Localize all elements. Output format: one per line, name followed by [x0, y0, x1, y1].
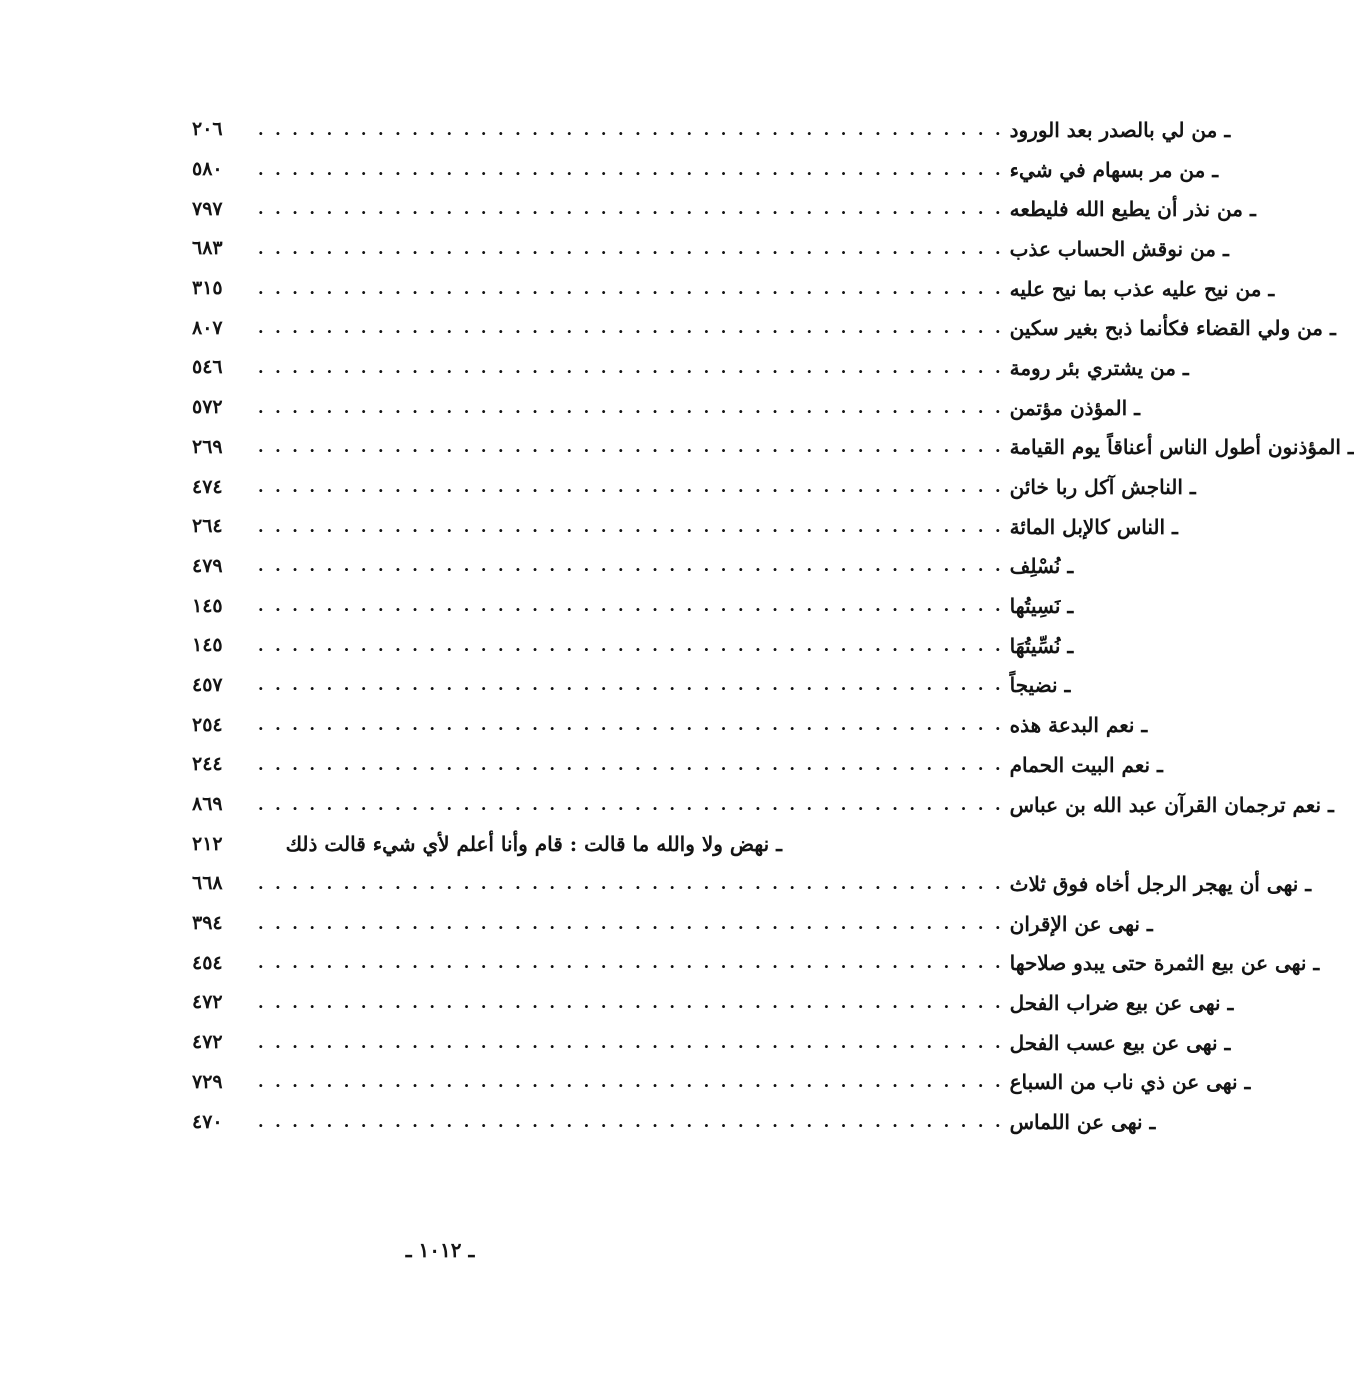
footer-page-number: ـ ١٠١٢ ـ: [405, 1238, 475, 1262]
dot-leader: . . . . . . . . . . . . . . . . . . . . . . . . . . . . . . . . . . . . . . . . . . . .: [258, 477, 1004, 497]
dot-leader: . . . . . . . . . . . . . . . . . . . . . . . . . . . . . . . . . . . . . . . . . . . .: [258, 159, 1004, 179]
entry-text: ـ نَسِيتُها: [1009, 594, 1074, 619]
index-entry: [192, 507, 1178, 547]
page-number: ١٤٥: [192, 594, 223, 617]
index-entry: [192, 824, 782, 864]
index-entry: [192, 547, 1074, 587]
index-entry: [192, 1063, 1251, 1103]
entry-text: ـ من نوقش الحساب عذب: [1009, 236, 1229, 261]
page-number: ٤٧٩: [192, 554, 223, 577]
dot-leader: . . . . . . . . . . . . . . . . . . . . . . . . . . . . . . . . . . . . . . . . . . . .: [258, 715, 1004, 735]
dot-leader: . . . . . . . . . . . . . . . . . . . . . . . . . . . . . . . . . . . . . . . . . . . .: [258, 199, 1004, 219]
entry-text: ـ من ولي القضاء فكأنما ذبح بغير سكين: [1009, 316, 1336, 341]
dot-leader: . . . . . . . . . . . . . . . . . . . . . . . . . . . . . . . . . . . . . . . . . . . .: [258, 1032, 1004, 1052]
entry-text: ـ نُسْلِف: [1009, 554, 1074, 579]
page-number: ٥٨٠: [192, 158, 223, 181]
page-number: ٤٧٢: [192, 1031, 223, 1054]
entry-text: ـ نهى عن بيع الثمرة حتى يبدو صلاحها: [1009, 951, 1320, 976]
index-entry: [192, 943, 1320, 983]
dot-leader: . . . . . . . . . . . . . . . . . . . . . . . . . . . . . . . . . . . . . . . . . . . .: [258, 397, 1004, 417]
dot-leader: . . . . . . . . . . . . . . . . . . . . . . . . . . . . . . . . . . . . . . . . . . . .: [258, 357, 1004, 377]
index-entry: [192, 150, 1219, 190]
index-entry: [192, 467, 1196, 507]
page-number: ٢١٢: [192, 832, 223, 855]
index-entry: [192, 626, 1074, 666]
entry-text: ـ نهض ولا والله ما قالت : قام وأنا أعلم لأي شيء قالت ذلك: [285, 832, 782, 857]
dot-leader: . . . . . . . . . . . . . . . . . . . . . . . . . . . . . . . . . . . . . . . . . . . .: [258, 119, 1004, 139]
dot-leader: . . . . . . . . . . . . . . . . . . . . . . . . . . . . . . . . . . . . . . . . . . . .: [258, 913, 1004, 933]
dot-leader: . . . . . . . . . . . . . . . . . . . . . . . . . . . . . . . . . . . . . . . . . . . .: [258, 278, 1004, 298]
index-entry: [192, 666, 1071, 706]
entry-text: ـ الناجش آكل ربا خائن: [1009, 475, 1196, 500]
page-number: ٥٧٢: [192, 396, 223, 419]
dot-leader: . . . . . . . . . . . . . . . . . . . . . . . . . . . . . . . . . . . . . . . . . . . .: [258, 596, 1004, 616]
page-number: ٤٥٤: [192, 951, 223, 974]
page-number: ٦٨٣: [192, 237, 223, 260]
dot-leader: . . . . . . . . . . . . . . . . . . . . . . . . . . . . . . . . . . . . . . . . . . . .: [258, 873, 1004, 893]
dot-leader: . . . . . . . . . . . . . . . . . . . . . . . . . . . . . . . . . . . . . . . . . . . .: [258, 754, 1004, 774]
dot-leader: . . . . . . . . . . . . . . . . . . . . . . . . . . . . . . . . . . . . . . . . . . . .: [258, 1072, 1004, 1092]
entry-text: ـ المؤذنون أطول الناس أعناقاً يوم القيامة: [1009, 435, 1354, 460]
page-number: ٢٠٦: [192, 118, 223, 141]
entry-text: ـ الناس كالإبل المائة: [1009, 514, 1178, 539]
entry-text: ـ من لي بالصدر بعد الورود: [1009, 117, 1231, 142]
dot-leader: . . . . . . . . . . . . . . . . . . . . . . . . . . . . . . . . . . . . . . . . . . . .: [258, 238, 1004, 258]
dot-leader: . . . . . . . . . . . . . . . . . . . . . . . . . . . . . . . . . . . . . . . . . . . .: [258, 516, 1004, 536]
entry-text: ـ من مر بسهام في شيء: [1009, 157, 1219, 182]
entry-text: ـ نهى أن يهجر الرجل أخاه فوق ثلاث: [1009, 871, 1312, 896]
index-entry: [192, 904, 1153, 944]
index-entry: [192, 705, 1148, 745]
dot-leader: . . . . . . . . . . . . . . . . . . . . . . . . . . . . . . . . . . . . . . . . . . . .: [258, 794, 1004, 814]
page-number: ٦٦٨: [192, 872, 223, 895]
entry-text: ـ نهى عن ذي ناب من السباع: [1009, 1070, 1251, 1095]
index-entry: [192, 110, 1231, 150]
index-entry: [192, 308, 1336, 348]
page-number: ٢٦٤: [192, 515, 223, 538]
entry-text: ـ من نيح عليه عذب بما نيح عليه: [1009, 276, 1275, 301]
entry-text: ـ نهى عن بيع ضراب الفحل: [1009, 990, 1234, 1015]
dot-leader: . . . . . . . . . . . . . . . . . . . . . . . . . . . . . . . . . . . . . . . . . . . .: [258, 318, 1004, 338]
entry-text: ـ من نذر أن يطيع الله فليطعه: [1009, 197, 1256, 222]
page-number: ٤٧٢: [192, 991, 223, 1014]
index-entry: [192, 983, 1234, 1023]
page-number: ٢٥٤: [192, 713, 223, 736]
page-number: ٤٥٧: [192, 673, 223, 696]
index-entry: [192, 189, 1256, 229]
page-number: ٢٤٤: [192, 753, 223, 776]
index-list: [192, 110, 1354, 1142]
index-entry: [192, 229, 1229, 269]
entry-text: ـ نهى عن اللماس: [1009, 1110, 1156, 1135]
page-number: ٥٤٦: [192, 356, 223, 379]
index-entry: [192, 388, 1140, 428]
entry-text: ـ المؤذن مؤتمن: [1009, 395, 1140, 420]
page-number: ٧٩٧: [192, 197, 223, 220]
entry-text: ـ نهى عن الإقران: [1009, 911, 1153, 936]
dot-leader: . . . . . . . . . . . . . . . . . . . . . . . . . . . . . . . . . . . . . . . . . . . .: [258, 953, 1004, 973]
index-entry: [192, 269, 1275, 309]
page-number: ٨٦٩: [192, 793, 223, 816]
dot-leader: . . . . . . . . . . . . . . . . . . . . . . . . . . . . . . . . . . . . . . . . . . . .: [258, 635, 1004, 655]
page-number: ٤٧٤: [192, 475, 223, 498]
dot-leader: . . . . . . . . . . . . . . . . . . . . . . . . . . . . . . . . . . . . . . . . . . . .: [258, 992, 1004, 1012]
page-number: ٢٦٩: [192, 435, 223, 458]
entry-text: ـ نضيجاً: [1009, 673, 1071, 698]
dot-leader: . . . . . . . . . . . . . . . . . . . . . . . . . . . . . . . . . . . . . . . . . . . .: [258, 1112, 1004, 1132]
index-entry: [192, 586, 1074, 626]
index-entry: [192, 864, 1312, 904]
page-number: ٨٠٧: [192, 316, 223, 339]
entry-text: ـ نعم البدعة هذه: [1009, 713, 1148, 738]
index-entry: [192, 1023, 1231, 1063]
page-number: ٤٧٠: [192, 1110, 223, 1133]
index-entry: [192, 348, 1189, 388]
entry-text: ـ نُسِّيتُهَا: [1009, 633, 1074, 658]
entry-text: ـ نهى عن بيع عسب الفحل: [1009, 1030, 1231, 1055]
dot-leader: . . . . . . . . . . . . . . . . . . . . . . . . . . . . . . . . . . . . . . . . . . . .: [258, 556, 1004, 576]
entry-text: ـ نعم ترجمان القرآن عبد الله بن عباس: [1009, 792, 1334, 817]
entry-text: ـ نعم البيت الحمام: [1009, 752, 1163, 777]
page-number: ٧٢٩: [192, 1070, 223, 1093]
page-number: ٣٩٤: [192, 912, 223, 935]
dot-leader: . . . . . . . . . . . . . . . . . . . . . . . . . . . . . . . . . . . . . . . . . . . .: [258, 675, 1004, 695]
index-entry: [192, 1102, 1156, 1142]
index-entry: [192, 745, 1163, 785]
entry-text: ـ من يشتري بئر رومة: [1009, 355, 1189, 380]
index-entry: [192, 785, 1334, 825]
index-entry: [192, 428, 1354, 468]
page-number: ٣١٥: [192, 277, 223, 300]
dot-leader: . . . . . . . . . . . . . . . . . . . . . . . . . . . . . . . . . . . . . . . . . . . .: [258, 437, 1004, 457]
page-number: ١٤٥: [192, 634, 223, 657]
